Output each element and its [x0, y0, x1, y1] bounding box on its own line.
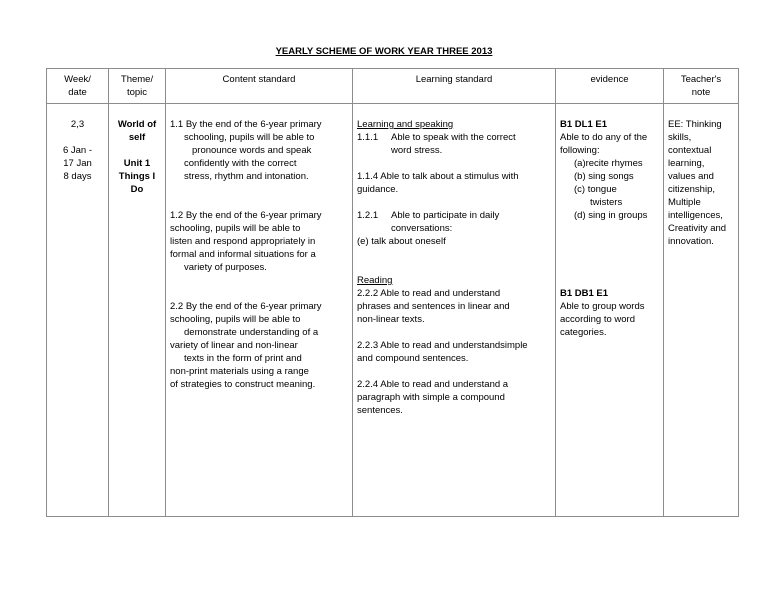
content-line: pronounce words and speak	[192, 145, 312, 156]
learning-line	[357, 209, 551, 222]
content-line: demonstrate understanding of a	[184, 327, 319, 338]
header-week-line1: Week/	[64, 74, 91, 85]
scheme-table	[46, 68, 739, 517]
learning-text: Able to participate in daily	[391, 210, 500, 221]
page-title: YEARLY SCHEME OF WORK YEAR THREE 2013	[275, 46, 493, 57]
learning-heading-reading: Reading	[357, 275, 393, 286]
header-learning-standard: Learning standard	[353, 69, 556, 104]
learning-line: 2.2.3 Able to read and understandsimple	[357, 340, 528, 351]
learning-heading-speaking: Learning and speaking	[357, 119, 454, 130]
header-content-standard: Content standard	[166, 69, 353, 104]
week-date-line: 17 Jan	[63, 158, 92, 169]
header-note-line2: note	[691, 87, 711, 98]
header-theme-line1: Theme/	[120, 74, 154, 85]
evidence-item: (c) tongue	[574, 184, 617, 195]
note-line: Multiple	[668, 197, 701, 208]
learning-line: and compound sentences.	[357, 353, 469, 364]
evidence-item: twisters	[590, 197, 623, 208]
header-note-line1: Teacher's	[680, 74, 722, 85]
note-line: contextual	[668, 145, 712, 156]
header-teacher-note	[664, 69, 739, 104]
note-line: learning,	[668, 158, 705, 169]
note-line: Creativity and	[668, 223, 727, 234]
learning-line: word stress.	[391, 145, 443, 156]
note-line: EE: Thinking	[668, 119, 722, 130]
content-line: variety of purposes.	[184, 262, 267, 273]
note-line: skills,	[668, 132, 692, 143]
header-week-line2: date	[68, 87, 87, 98]
teacher-note-cell	[664, 104, 739, 517]
unit-line: Unit 1	[123, 158, 151, 169]
evidence-line: categories.	[560, 327, 607, 338]
evidence-code: B1 DB1 E1	[560, 288, 609, 299]
evidence-line: according to word	[560, 314, 635, 325]
header-theme-line2: topic	[126, 87, 148, 98]
learning-line: (e) talk about oneself	[357, 236, 446, 247]
table-row	[47, 104, 739, 517]
content-line: texts in the form of print and	[184, 353, 302, 364]
learning-line: sentences.	[357, 405, 403, 416]
week-date-line: 6 Jan -	[62, 145, 93, 156]
evidence-line: Able to do any of the	[560, 132, 648, 143]
learning-line: 1.1.4 Able to talk about a stimulus with	[357, 171, 519, 182]
learning-line: 2.2.2 Able to read and understand	[357, 288, 501, 299]
week-number: 2,3	[70, 119, 85, 130]
note-line: innovation.	[668, 236, 714, 247]
header-evidence: evidence	[556, 69, 664, 104]
theme-cell	[109, 104, 166, 517]
content-line: confidently with the correct	[184, 158, 297, 169]
content-line: listen and respond appropriately in	[170, 236, 316, 247]
evidence-line: following:	[560, 145, 600, 156]
evidence-cell	[556, 104, 664, 517]
learning-line: paragraph with simple a compound	[357, 392, 505, 403]
evidence-line: Able to group words	[560, 301, 645, 312]
evidence-item: (a)recite rhymes	[574, 158, 643, 169]
content-line: formal and informal situations for a	[170, 249, 316, 260]
learning-line: guidance.	[357, 184, 399, 195]
content-line: stress, rhythm and intonation.	[184, 171, 309, 182]
note-line: intelligences,	[668, 210, 723, 221]
content-line: schooling, pupils will be able to	[170, 223, 301, 234]
learning-line: phrases and sentences in linear and	[357, 301, 510, 312]
evidence-item: (b) sing songs	[574, 171, 634, 182]
learning-line	[357, 131, 551, 144]
content-line: 1.2 By the end of the 6-year primary	[170, 210, 322, 221]
header-week	[47, 69, 109, 104]
evidence-item: (d) sing in groups	[574, 210, 648, 221]
week-date-line: 8 days	[63, 171, 92, 182]
learning-line: conversations:	[391, 223, 453, 234]
week-cell	[47, 104, 109, 517]
note-line: citizenship,	[668, 184, 715, 195]
unit-line: Things I Do	[118, 171, 156, 195]
learning-number: 1.1.1	[357, 132, 379, 143]
learning-line: non-linear texts.	[357, 314, 425, 325]
content-line: of strategies to construct meaning.	[170, 379, 316, 390]
note-line: values and	[668, 171, 714, 182]
content-line: variety of linear and non-linear	[170, 340, 298, 351]
header-theme	[109, 69, 166, 104]
evidence-code: B1 DL1 E1	[560, 119, 607, 130]
content-line: schooling, pupils will be able to	[170, 314, 301, 325]
learning-standard-cell	[353, 104, 556, 517]
header-row	[47, 69, 739, 104]
content-line: non-print materials using a range	[170, 366, 309, 377]
learning-number: 1.2.1	[357, 210, 379, 221]
theme-title-line: World of	[117, 119, 157, 130]
content-line: 2.2 By the end of the 6-year primary	[170, 301, 322, 312]
content-line: schooling, pupils will be able to	[184, 132, 315, 143]
content-standard-cell	[166, 104, 353, 517]
learning-text: Able to speak with the correct	[391, 132, 516, 143]
theme-title-line: self	[128, 132, 146, 143]
content-line: 1.1 By the end of the 6-year primary	[170, 119, 322, 130]
learning-line: 2.2.4 Able to read and understand a	[357, 379, 509, 390]
